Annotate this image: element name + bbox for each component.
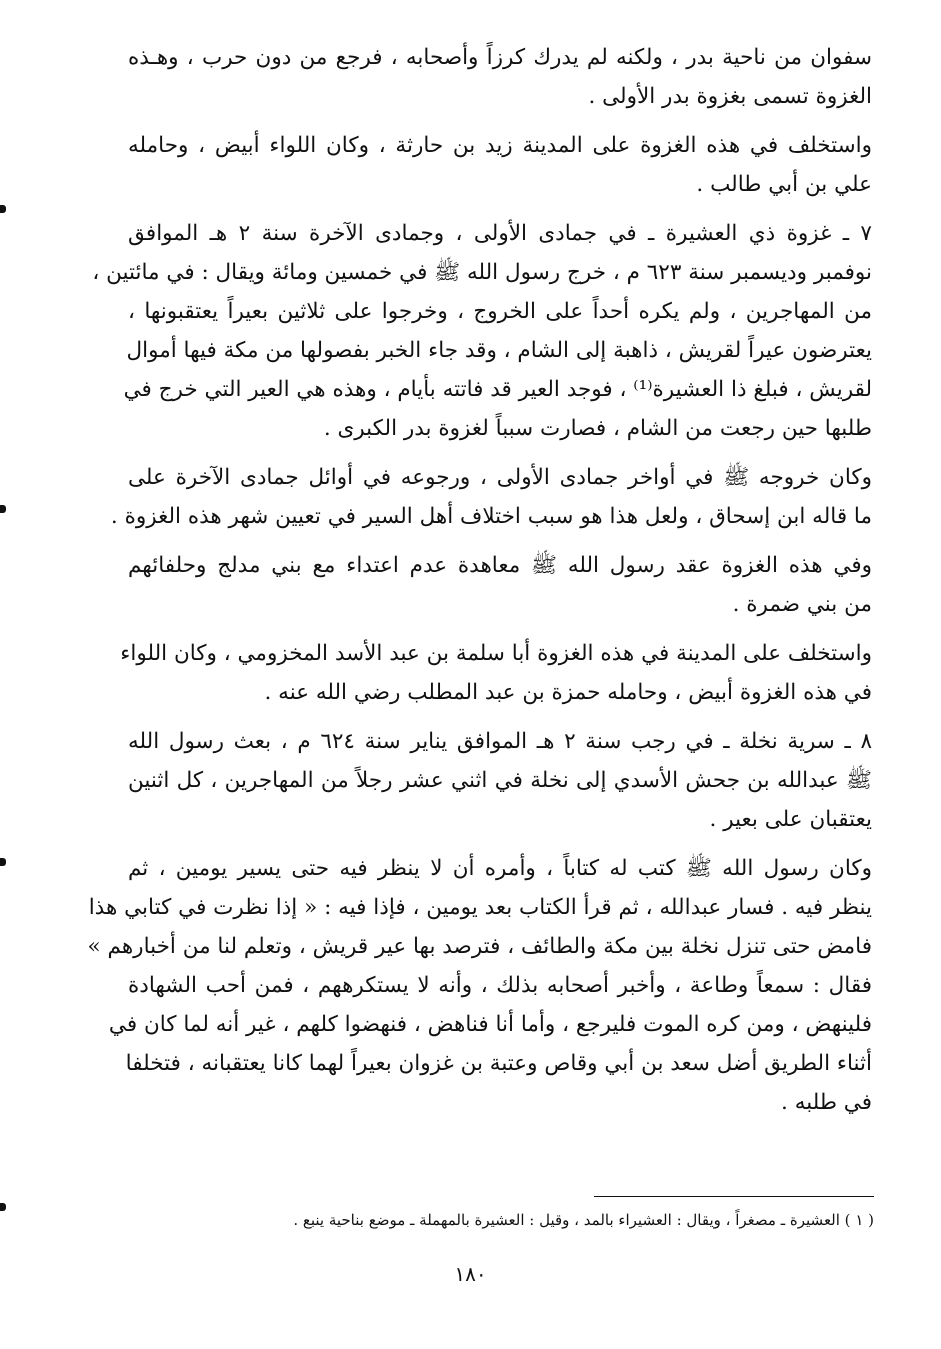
text-line: الغزوة تسمى بغزوة بدر الأولى .: [588, 84, 872, 109]
binding-mark: [0, 858, 6, 866]
text-line: فلينهض ، ومن كره الموت فليرجع ، وأما أنا فناهض ، فنهضوا كلهم ، غير أنه لما كان في: [108, 1012, 872, 1037]
text-line: وفي هذه الغزوة عقد رسول الله ﷺ معاهدة عدم اعتداء مع بني مدلج وحلفائهم: [128, 553, 872, 578]
binding-mark: [0, 205, 6, 213]
text-line: لقريش ، فبلغ ذا العشيرة⁽¹⁾ ، فوجد العير قد فاتته بأيام ، وهذه هي العير التي خرج في: [123, 377, 872, 402]
text-line: في هذه الغزوة أبيض ، وحامله حمزة بن عبد المطلب رضي الله عنه .: [264, 680, 872, 705]
text-line: نوفمبر وديسمبر سنة ٦٢٣ م ، خرج رسول الله ﷺ في خمسين ومائة ويقال : في مائتين ،: [92, 260, 872, 285]
paragraph: [92, 214, 872, 448]
text-line: فقال : سمعاً وطاعة ، وأخبر أصحابه بذلك ، وأنه لا يستكرههم ، فمن أحب الشهادة: [128, 973, 872, 998]
text-line: أثناء الطريق أضل سعد بن أبي وقاص وعتبة بن غزوان بعيراً لهما كانا يعتقبانه ، فتخلفا: [125, 1051, 872, 1076]
text-line: سفوان من ناحية بدر ، ولكنه لم يدرك كرزاً وأصحابه ، فرجع من دون حرب ، وهـذه: [128, 45, 872, 70]
text-line: فامض حتى تنزل نخلة بين مكة والطائف ، فترصد بها عير قريش ، وتعلم لنا من أخبارهم »: [87, 934, 872, 959]
binding-mark: [0, 505, 6, 513]
paragraph: [128, 722, 872, 839]
paragraph: [110, 458, 872, 536]
text-line: علي بن أبي طالب .: [696, 172, 872, 197]
text-line: يعترضون عيراً لقريش ، ذاهبة إلى الشام ، وقد جاء الخبر بفصولها من مكة فيها أموال: [126, 338, 872, 363]
text-line: يعتقبان على بعير .: [709, 807, 872, 832]
text-line: من المهاجرين ، ولم يكره أحداً على الخروج ، وخرجوا على ثلاثين بعيراً يعتقبونها ،: [128, 299, 872, 324]
text-line: وكان خروجه ﷺ في أواخر جمادى الأولى ، ورجوعه في أوائل جمادى الآخرة على: [128, 465, 872, 490]
text-line: ٧ ـ غزوة ذي العشيرة ـ في جمادى الأولى ، وجمادى الآخرة سنة ٢ هـ الموافق: [128, 221, 872, 246]
text-line: وكان رسول الله ﷺ كتب له كتاباً ، وأمره أن لا ينظر فيه حتى يسير يومين ، ثم: [128, 856, 872, 881]
footnote-divider: [594, 1196, 874, 1197]
page-body: [87, 38, 872, 1132]
paragraph: [128, 546, 872, 624]
text-line: طلبها حين رجعت من الشام ، فصارت سبباً لغزوة بدر الكبرى .: [323, 416, 872, 441]
text-line: ﷺ عبدالله بن جحش الأسدي إلى نخلة في اثني عشر رجلاً من المهاجرين ، كل اثنين: [128, 768, 872, 793]
paragraph: [120, 634, 872, 712]
text-line: ينظر فيه . فسار عبدالله ، ثم قرأ الكتاب بعد يومين ، فإذا فيه : « إذا نظرت في كتابي هذا: [88, 895, 872, 920]
page-number: ١٨٠: [454, 1262, 487, 1286]
text-line: من بني ضمرة .: [732, 592, 872, 617]
binding-mark: [0, 1203, 6, 1211]
paragraph: [87, 849, 872, 1122]
paragraph: [128, 126, 872, 204]
text-line: واستخلف في هذه الغزوة على المدينة زيد بن حارثة ، وكان اللواء أبيض ، وحامله: [128, 133, 872, 158]
text-line: في طلبه .: [781, 1090, 872, 1115]
text-line: ما قاله ابن إسحاق ، ولعل هذا هو سبب اختلاف أهل السير في تعيين شهر هذه الغزوة .: [110, 504, 872, 529]
text-line: واستخلف على المدينة في هذه الغزوة أبا سلمة بن عبد الأسد المخزومي ، وكان اللواء: [120, 641, 872, 666]
footnote: ( ١ ) العشيرة ـ مصغراً ، ويقال : العشيراء بالمد ، وقيل : العشيرة بالمهملة ـ موضع بناحية ينبع .: [293, 1211, 874, 1229]
text-line: ٨ ـ سرية نخلة ـ في رجب سنة ٢ هـ الموافق يناير سنة ٦٢٤ م ، بعث رسول الله: [128, 729, 872, 754]
paragraph: [128, 38, 872, 116]
